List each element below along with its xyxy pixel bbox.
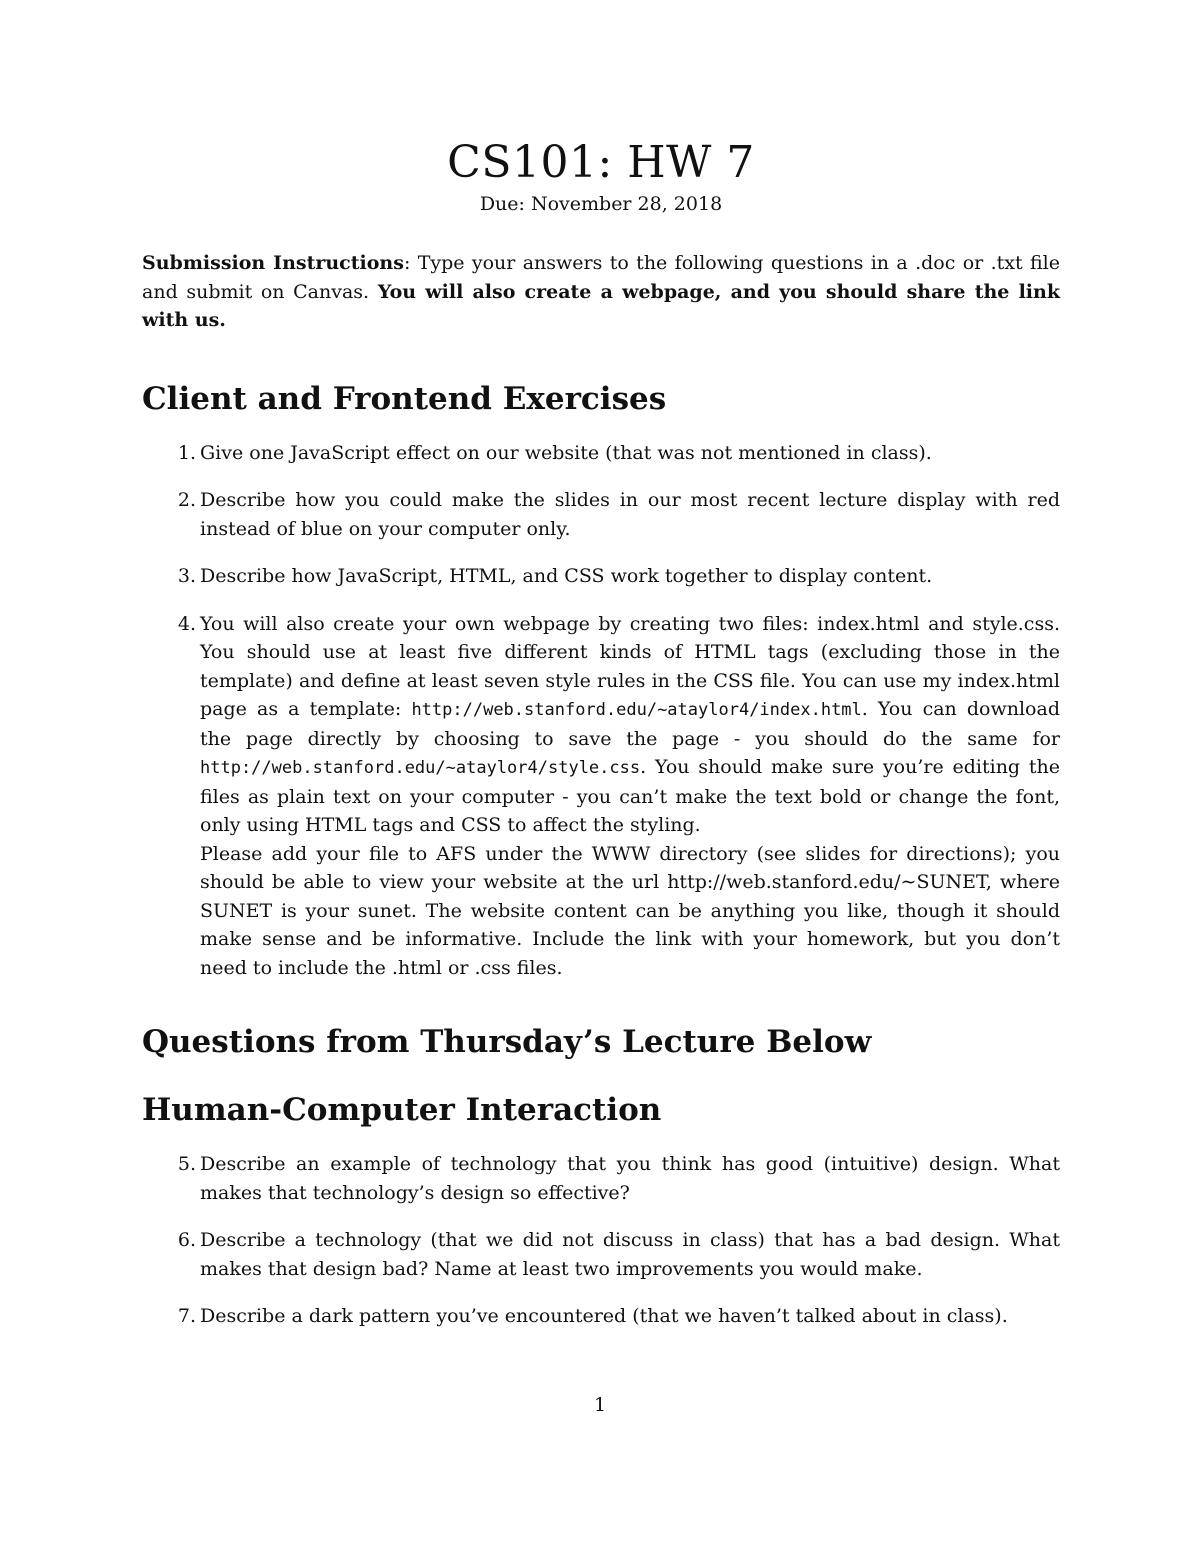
template-url: http://web.stanford.edu/~ataylor4/index.html [411,700,862,720]
item-text: Describe how JavaScript, HTML, and CSS work together to display content. [200,565,933,587]
list-item [142,1150,1060,1207]
list-item [142,1226,1060,1283]
submission-instructions [142,249,1060,335]
submission-label: Submission Instructions [142,252,404,274]
list-item [142,486,1060,543]
item-text: Describe an example of technology that you think has good (intuitive) design. What makes that technology’s design so effective? [200,1153,1060,1204]
list-item [142,439,1060,468]
item-text: . You should make sure you’re editing the files as plain text on your computer - you can’t make the text bold or change the font, only using HTML tags and CSS to affect the styling. [200,756,1060,836]
item-number: 3. [177,565,196,587]
due-date: Due: November 28, 2018 [479,193,723,215]
item-text: . You can download the page directly by choosing to save the page - you should do the same for [200,698,1060,750]
section-heading-thursday-lecture: Questions from Thursday’s Lecture Below [142,1024,872,1060]
item-text: Describe a technology (that we did not discuss in class) that has a bad design. What makes that design bad? Name at least two improvements you would make. [200,1229,1060,1280]
item-number: 1. [177,441,196,464]
item-text: Describe a dark pattern you’ve encountered (that we haven’t talked about in class). [200,1305,1008,1327]
list-item [142,1302,1060,1331]
exercise-list-1 [142,439,1060,983]
item-text: Give one JavaScript effect on our website (that was not mentioned in class). [200,441,932,464]
item-number: 2. [177,489,196,511]
submission-text: : Type your answers to the following questions in a .doc or .txt file and submit on Canvas. [142,252,1060,303]
section-heading-client-frontend: Client and Frontend Exercises [142,380,667,417]
page-title: CS101: HW 7 [447,137,755,188]
list-item [142,610,1060,983]
item-text: Please add your file to AFS under the WWW directory (see slides for directions); you should be able to view your website at the url http://web.stanford.edu/∼SUNET, where SUNET is your sunet. The website content can be anything you like, though it should make sense and be informative. Include the link with your homework, but you don’t need to include the .html or .css files. [200,842,1060,979]
item-number: 4. [177,612,196,635]
item-text: Describe how you could make the slides in our most recent lecture display with red instead of blue on your computer only. [200,489,1060,540]
stylesheet-url: http://web.stanford.edu/~ataylor4/style.css [200,758,641,778]
document-page [142,135,1060,1350]
item-number: 6. [177,1229,196,1251]
list-item [142,562,1060,591]
submission-bold-text: You will also create a webpage, and you should share the link with us. [142,280,1060,331]
item-number: 7. [177,1305,196,1327]
item-text: You will also create your own webpage by creating two files: index.html and style.css. You should use at least five different kinds of HTML tags (excluding those in the template) and define at least seven style rules in the CSS file. You can use my index.html page as a template: [200,612,1060,720]
section-heading-hci: Human-Computer Interaction [142,1092,662,1128]
item-number: 5. [177,1153,196,1175]
exercise-list-2 [142,1150,1060,1331]
page-number: 1 [593,1394,607,1416]
